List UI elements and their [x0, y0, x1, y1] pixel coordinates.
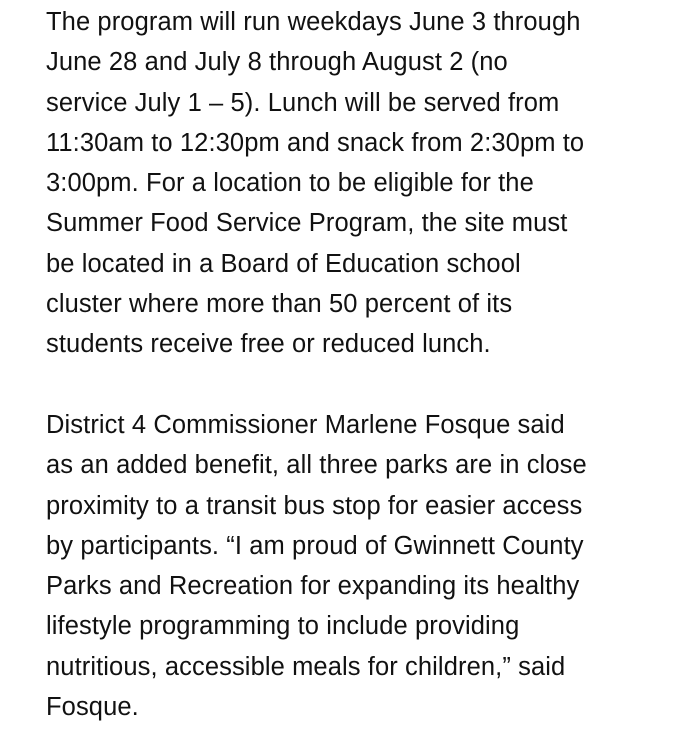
text-line: as an added benefit, all three parks are in close	[46, 451, 587, 480]
text-line: 11:30am to 12:30pm and snack from 2:30pm to	[46, 128, 585, 157]
text-line: The program will run weekdays June 3 through	[46, 8, 581, 36]
document-body	[46, 2, 686, 727]
text-line: lifestyle programming to include providing	[46, 612, 520, 641]
text-line: cluster where more than 50 percent of its	[46, 290, 513, 319]
text-line: District 4 Commissioner Marlene Fosque said	[46, 410, 565, 439]
text-line: students receive free or reduced lunch.	[46, 330, 491, 359]
text-line: Summer Food Service Program, the site must	[46, 209, 568, 238]
text-line: nutritious, accessible meals for children,” said	[46, 652, 566, 681]
paragraph-program-schedule	[46, 2, 686, 365]
text-line: proximity to a transit bus stop for easier access	[46, 491, 583, 520]
text-line: be located in a Board of Education school	[46, 249, 521, 278]
text-line: service July 1 – 5). Lunch will be served from	[46, 88, 560, 117]
text-line: Parks and Recreation for expanding its healthy	[46, 572, 580, 601]
paragraph-commissioner-quote	[46, 405, 686, 727]
text-line: Fosque.	[46, 693, 139, 722]
paragraph-spacer	[46, 365, 686, 405]
text-line: 3:00pm. For a location to be eligible for the	[46, 169, 534, 198]
text-line: by participants. “I am proud of Gwinnett County	[46, 531, 584, 560]
text-line: June 28 and July 8 through August 2 (no	[46, 48, 508, 77]
